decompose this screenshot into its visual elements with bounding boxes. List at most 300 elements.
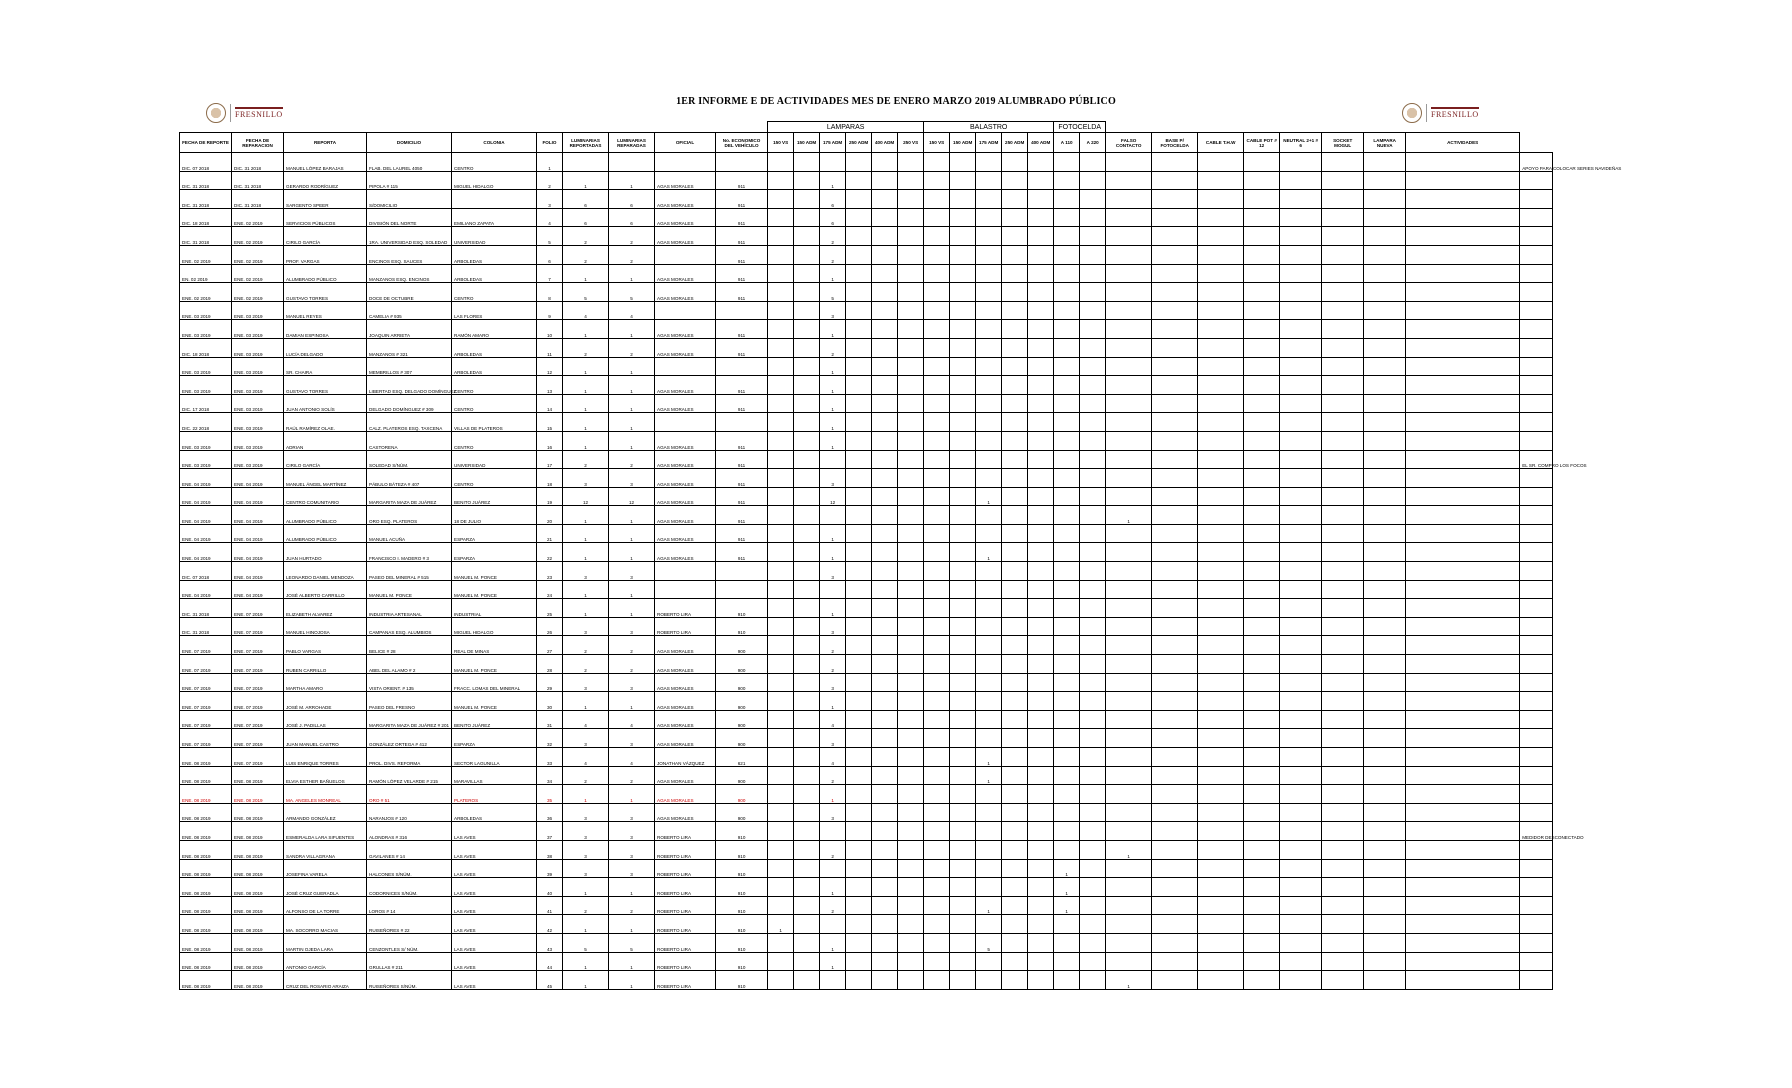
coat-of-arms-icon [206,103,226,123]
table-cell [768,636,794,655]
table-cell [872,580,898,599]
table-cell [1002,822,1028,841]
table-cell: SERVICIOS PÚBLICOS [284,208,367,227]
table-cell [1520,766,1553,785]
table-cell [898,933,924,952]
table-cell [1080,338,1106,357]
table-cell [1002,431,1028,450]
table-cell [1520,748,1553,767]
table-cell: 1 [820,376,846,395]
table-cell: 42 [537,915,563,934]
table-cell [846,933,872,952]
table-cell: 2 [563,896,609,915]
table-cell [768,524,794,543]
table-cell: JOSÉ CRUZ GUERADLA [284,878,367,897]
table-cell: 1 [820,431,846,450]
table-cell [924,264,950,283]
table-cell: LAS AVES [452,952,537,971]
table-cell: 1 [1106,840,1152,859]
table-cell: ALUMBRADO PÚBLICO [284,506,367,525]
table-cell [1280,171,1322,190]
table-cell [1280,469,1322,488]
table-cell: 1 [563,264,609,283]
table-cell [1054,729,1080,748]
table-cell [1322,245,1364,264]
table-cell [898,822,924,841]
table-cell [1322,320,1364,339]
table-cell [794,766,820,785]
table-cell [846,952,872,971]
table-cell: DIC. 31 2018 [232,190,284,209]
table-cell: 900 [716,636,768,655]
table-cell [898,450,924,469]
table-cell [1244,283,1280,302]
table-cell [794,729,820,748]
table-cell [1080,153,1106,172]
table-cell [1152,822,1198,841]
table-cell [1198,580,1244,599]
table-cell [1244,413,1280,432]
table-cell [1002,673,1028,692]
table-cell: CENTRO [452,153,537,172]
table-cell [1520,338,1553,357]
table-cell [950,655,976,674]
table-cell [898,506,924,525]
table-cell: 3 [563,840,609,859]
table-cell: MANUEL LÓPEZ BARAJAS [284,153,367,172]
table-cell [794,822,820,841]
table-cell [924,487,950,506]
table-cell [1152,357,1198,376]
table-cell [846,357,872,376]
table-cell [1198,971,1244,990]
table-cell [950,952,976,971]
table-cell: 911 [716,264,768,283]
table-cell [1106,933,1152,952]
table-cell [924,450,950,469]
table-cell [1054,599,1080,618]
table-cell: DOCE DE OCTUBRE [367,283,452,302]
table-cell: 2 [563,636,609,655]
table-row [180,413,1553,432]
table-cell [1406,617,1520,636]
table-cell: 6 [563,190,609,209]
table-cell [1198,208,1244,227]
table-cell [1028,915,1054,934]
table-cell: 1 [563,543,609,562]
table-cell: ENCINOS ESQ. SAUCES [367,245,452,264]
table-row [180,896,1553,915]
table-cell: ENE. 02 2019 [232,245,284,264]
table-cell [1080,431,1106,450]
table-cell [1054,357,1080,376]
table-cell: 1 [609,524,655,543]
table-cell [1002,487,1028,506]
table-cell [1002,524,1028,543]
table-cell [1322,803,1364,822]
table-cell [1198,245,1244,264]
table-cell [794,301,820,320]
table-cell: AGAS MORALES [655,171,716,190]
table-row [180,469,1553,488]
table-cell [1322,450,1364,469]
table-cell [898,320,924,339]
table-cell [1028,283,1054,302]
table-cell: DIC. 18 2018 [180,338,232,357]
table-cell: ORO ESQ. PLATEROS [367,506,452,525]
table-cell [794,450,820,469]
table-cell: ARBOLEDAS [452,264,537,283]
table-cell: 910 [716,822,768,841]
table-cell [924,562,950,581]
table-cell [820,822,846,841]
table-cell [1198,450,1244,469]
table-row [180,785,1553,804]
table-cell [1152,320,1198,339]
table-cell: ENE. 08 2019 [232,766,284,785]
table-cell [820,153,846,172]
table-cell [1028,208,1054,227]
table-cell: 911 [716,208,768,227]
column-header: NEUTRAL 2+1 # 6 [1280,133,1322,153]
table-cell: ENE. 04 2019 [232,543,284,562]
table-cell [1244,655,1280,674]
table-cell: BENITO JUÁREZ [452,487,537,506]
table-cell: LOROS # 14 [367,896,452,915]
table-cell: 1 [820,171,846,190]
table-cell [1106,413,1152,432]
table-cell [1244,636,1280,655]
table-row [180,636,1553,655]
table-cell: AGAS MORALES [655,450,716,469]
table-cell: 5 [609,283,655,302]
table-cell: DIC. 31 2018 [232,153,284,172]
table-row [180,208,1553,227]
table-cell [768,896,794,915]
table-cell [898,301,924,320]
table-cell: 27 [537,636,563,655]
table-cell [1244,190,1280,209]
table-cell [1244,357,1280,376]
table-cell [1520,971,1553,990]
table-cell: 2 [820,655,846,674]
table-cell [794,655,820,674]
table-cell [1080,301,1106,320]
table-cell [794,748,820,767]
table-cell: PROL. DIVS. REFORMA [367,748,452,767]
table-cell: UNIVERSIDAD [452,227,537,246]
table-cell [1198,617,1244,636]
table-cell [846,487,872,506]
table-cell [898,469,924,488]
table-cell: CENTRO [452,376,537,395]
table-cell [1152,673,1198,692]
table-cell: 2 [609,227,655,246]
table-cell: 911 [716,190,768,209]
table-cell: ENE. 03 2019 [180,450,232,469]
table-cell [1406,320,1520,339]
table-cell: CENTRO [452,283,537,302]
table-cell: 30 [537,692,563,711]
table-cell [1198,766,1244,785]
table-cell [846,431,872,450]
table-cell: 1 [563,524,609,543]
table-cell [1198,655,1244,674]
table-cell: LAS AVES [452,915,537,934]
table-cell: ENE. 08 2019 [180,878,232,897]
table-cell [794,803,820,822]
table-cell [1028,655,1054,674]
table-cell: ROBERTO LIRA [655,617,716,636]
table-cell: ESPARZA [452,524,537,543]
table-cell [794,190,820,209]
table-cell: ESPARZA [452,543,537,562]
table-cell [1364,971,1406,990]
table-cell: PABLO VARGAS [284,636,367,655]
table-cell: 1 [609,785,655,804]
table-cell [924,859,950,878]
table-cell: 21 [537,524,563,543]
table-cell: 1 [563,915,609,934]
table-cell: 911 [716,227,768,246]
table-cell [768,840,794,859]
table-cell [1152,840,1198,859]
table-cell: 2 [820,840,846,859]
table-cell [768,803,794,822]
table-cell [898,227,924,246]
table-cell: 25 [537,599,563,618]
table-cell [1520,469,1553,488]
table-cell [1280,208,1322,227]
table-cell [1106,543,1152,562]
table-row [180,357,1553,376]
table-cell [898,803,924,822]
table-cell [950,822,976,841]
table-cell [1080,487,1106,506]
table-cell [1364,487,1406,506]
table-cell [1406,469,1520,488]
table-cell [1364,153,1406,172]
table-cell: 1 [820,524,846,543]
table-cell [1280,562,1322,581]
table-cell: 3 [820,617,846,636]
table-cell: ROBERTO LIRA [655,822,716,841]
table-cell [1364,208,1406,227]
table-cell [976,803,1002,822]
table-cell [1280,878,1322,897]
table-cell [872,524,898,543]
table-cell: 1 [976,543,1002,562]
table-cell [1002,636,1028,655]
table-cell [872,338,898,357]
column-header-row [180,133,1553,153]
table-cell: 22 [537,543,563,562]
table-cell: MA. ANGELES MONREAL [284,785,367,804]
table-cell [924,840,950,859]
table-cell [768,357,794,376]
table-cell: AGAS MORALES [655,208,716,227]
table-cell [872,320,898,339]
table-cell: 2 [563,338,609,357]
table-cell [1028,357,1054,376]
table-row [180,190,1553,209]
table-cell [950,413,976,432]
table-cell: 3 [537,190,563,209]
table-cell: 3 [563,729,609,748]
table-cell [898,599,924,618]
table-cell: 36 [537,803,563,822]
table-cell: AGAS MORALES [655,524,716,543]
table-cell [1028,190,1054,209]
logo-right [1402,103,1479,123]
table-cell: MA. SOCORRO MACIAS [284,915,367,934]
table-cell: ENE. 04 2019 [232,580,284,599]
table-cell [1322,915,1364,934]
table-cell [950,208,976,227]
table-row [180,822,1553,841]
table-cell: 2 [609,655,655,674]
table-cell [1364,655,1406,674]
table-cell: JUAN MANUEL CASTRO [284,729,367,748]
table-cell: PASEO DEL MINERAL # 515 [367,562,452,581]
table-cell [820,915,846,934]
table-row [180,655,1553,674]
table-cell: ENE. 02 2019 [232,208,284,227]
table-cell [1322,301,1364,320]
table-cell: 1 [820,543,846,562]
table-cell [846,264,872,283]
table-cell: 2 [609,636,655,655]
table-cell: 3 [609,859,655,878]
table-cell [1244,710,1280,729]
table-cell [1054,933,1080,952]
table-cell [1406,506,1520,525]
table-cell [924,673,950,692]
table-cell [1280,692,1322,711]
table-cell: 2 [820,338,846,357]
table-cell: 16 [537,431,563,450]
table-cell [820,971,846,990]
table-cell [1106,599,1152,618]
table-cell [1280,431,1322,450]
table-cell [872,245,898,264]
table-cell: CENZONTLES S/ NÚM. [367,933,452,952]
table-cell [1364,748,1406,767]
table-cell: 4 [537,208,563,227]
table-cell [1406,896,1520,915]
table-cell [1406,338,1520,357]
table-cell [1406,599,1520,618]
table-cell [950,153,976,172]
table-cell: 1 [820,357,846,376]
table-cell [1106,153,1152,172]
table-cell: 1 [563,580,609,599]
table-cell [898,543,924,562]
table-cell [950,469,976,488]
table-cell: ENE. 03 2019 [180,431,232,450]
table-cell [872,171,898,190]
table-cell: 911 [716,283,768,302]
table-cell [794,431,820,450]
table-cell: 1 [609,357,655,376]
table-cell: GAVILANES # 14 [367,840,452,859]
table-cell [1364,413,1406,432]
table-cell: ENE. 08 2019 [232,933,284,952]
column-header: SOCKET MOGUL [1322,133,1364,153]
table-cell [1054,394,1080,413]
table-cell [1364,878,1406,897]
table-cell [768,431,794,450]
table-cell [1106,208,1152,227]
table-cell: 900 [716,785,768,804]
table-cell: ENE. 07 2019 [180,655,232,674]
table-cell [1520,301,1553,320]
table-cell [1280,227,1322,246]
table-cell: MANUEL M. PONCE [452,580,537,599]
table-cell [794,376,820,395]
table-cell: 39 [537,859,563,878]
table-cell: 2 [563,655,609,674]
table-cell: MARGARITA MAZA DE JUÁREZ [367,487,452,506]
table-cell [1280,822,1322,841]
table-cell: 1 [1106,971,1152,990]
table-cell [1406,413,1520,432]
table-cell: 23 [537,562,563,581]
table-cell [1198,952,1244,971]
table-cell [768,506,794,525]
table-cell: AGAS MORALES [655,264,716,283]
table-row [180,450,1553,469]
logo-divider [1426,104,1427,122]
table-cell [655,301,716,320]
table-cell: 1 [609,431,655,450]
table-cell: ROBERTO LIRA [655,915,716,934]
table-cell [924,729,950,748]
table-cell [1080,840,1106,859]
table-row [180,320,1553,339]
table-cell [1054,803,1080,822]
table-cell [846,190,872,209]
table-cell [1244,320,1280,339]
table-cell: 2 [820,245,846,264]
table-cell [1106,264,1152,283]
table-cell [768,710,794,729]
table-cell [924,208,950,227]
table-cell [898,748,924,767]
table-cell: ENE. 02 2019 [232,264,284,283]
table-cell: ESPARZA [452,729,537,748]
table-cell [768,822,794,841]
table-cell [1054,785,1080,804]
table-row [180,487,1553,506]
table-cell: PIPOLA # 115 [367,171,452,190]
table-cell [1322,766,1364,785]
table-cell [1364,840,1406,859]
table-cell [1364,896,1406,915]
table-cell [924,971,950,990]
table-cell [846,785,872,804]
table-cell [794,338,820,357]
table-cell [1406,840,1520,859]
table-cell [1244,394,1280,413]
table-cell [976,636,1002,655]
table-cell [1152,450,1198,469]
table-cell [976,859,1002,878]
table-cell [1152,264,1198,283]
table-cell [1152,599,1198,618]
table-cell [1198,320,1244,339]
table-cell: PLATEROS [452,785,537,804]
